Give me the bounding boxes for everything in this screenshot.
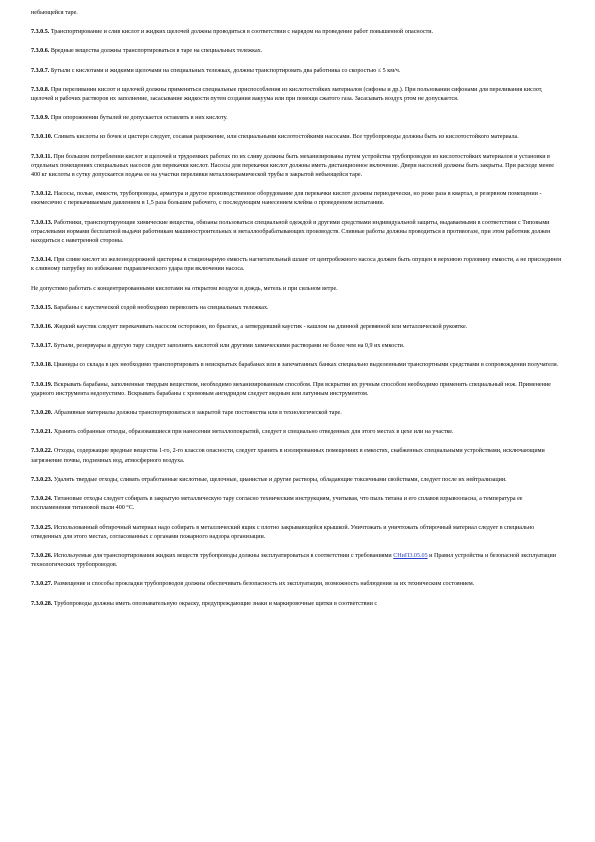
paragraph (31, 114, 563, 123)
clause-text: Абразивные материалы должны транспортироваться в закрытой таре постоянства или в технологической таре. (53, 410, 342, 417)
document-body (31, 9, 563, 619)
paragraph (31, 219, 563, 247)
clause-text: Насосы, полые, емкости, трубопроводы, арматура и другое производственное оборудование для перекачки кислот должны периодически, но реже раза в квартал, в резервном помещении - ежемесячно с перекачиваемым давлением в 1,5 раза большим рабочего, с последующим нанесением клейма о проведенном испытании. (31, 191, 542, 207)
clause-text: Барабаны с каустической содой необходимо перевозить на специальных тележках. (53, 304, 269, 311)
clause-text: небьющейся таре. (31, 10, 78, 16)
paragraph (31, 304, 563, 313)
clause-number: 7.3.0.8. (31, 86, 50, 93)
clause-text: Вскрывать барабаны, заполненные твердым веществом, необходимо механизированным способом. При вскрытии их ручным способом необходимо применять специальный нож. Применение ударного инструмента недопустимо. Вскрывать барабаны с хромовым ангидридом следует медным или латунным инструментом. (31, 381, 551, 397)
clause-number: 7.3.0.26. (31, 552, 53, 559)
paragraph (31, 323, 563, 332)
clause-text: Жидкий каустик следует перекачивать насосом осторожно, во брызгах, а затвердевший каустик - кашлом на длинной деревянной или металлической рукоятке. (53, 324, 468, 331)
paragraph (31, 153, 563, 181)
paragraph (31, 256, 563, 274)
clause-text: При сливе кислот из железнодорожной цистерны в стационарную емкость нагнетательный шланг от центробежного насоса должен быть опущен в верхнюю горловину емкости, а не присоединен к сливному патрубку во избежание гидравлического удара при включении насоса. (31, 257, 562, 273)
clause-text-continued: и Правил устройства и безопасной эксплуатации технологических трубопроводов. (31, 552, 556, 569)
paragraph (31, 86, 563, 104)
paragraph (31, 600, 563, 609)
clause-text: При большом потреблении кислот и щелочей и трудоемких работах по их сливу должны быть механизированы путем устройства трубопроводов из кислотостойких материалов и установки в отдельных помещениях специальных насосов для перекачки кислот. Насосы для перекачки кислот должны иметь дистанционное включение. Двери насосной должны быть закрыты. При расходе менее 400 кг кислоты в сутку допускается подача ее на участки переливки металлокерамической трубы в закрытой небьющейся таре. (31, 153, 555, 179)
clause-number: 7.3.0.12. (31, 191, 53, 198)
paragraph (31, 190, 563, 208)
clause-text: Используемые для транспортирования жидких веществ трубопроводы должны эксплуатироваться в соответствии с требованиями (53, 552, 392, 559)
clause-number: 7.3.0.15. (31, 304, 53, 311)
clause-number: 7.3.0.27. (31, 581, 53, 588)
clause-number: 7.3.0.11. (31, 153, 52, 160)
clause-text: Бутыли с кислотами и жидкими щелочами на специальных тележках, должны транспортировать два работника со скоростью ≤ 5 км/ч. (50, 67, 401, 74)
clause-text: При переливании кислот и щелочей должны применяться специальные приспособления из кислотостойких материалов (сифоны и др.). При пользовании сифонами для переливания кислот, щелочей и рабочих растворов их заполнение, засасывание жидкости путем создания вакуума или при помощи сжатого газа. Засасывать воздух ртом не допускается. (31, 86, 543, 103)
clause-number: 7.3.0.24. (31, 496, 53, 503)
clause-text: Отходы, содержащие вредные вещества 1-го, 2-го классов опасности, следует хранить в изолированных помещениях в емкостях, снабженных специальными устройствами, исключающими загрязнение почвы, подземных вод, атмосферного воздуха. (31, 448, 545, 464)
snip-reference-link[interactable]: СНиП3.05.05 (393, 552, 428, 559)
paragraph (31, 476, 563, 485)
clause-text: Удалять твердые отходы, сливать отработанные кислотные, щелочные, цианистые и другие растворы, обладающие токсичными свойствами, следует после их нейтрализации. (53, 476, 507, 483)
clause-text: Размещение и способы прокладки трубопроводов должны обеспечивать безопасность их эксплуатации, возможность наблюдения за их техническим состоянием. (53, 581, 475, 588)
clause-number: 7.3.0.18. (31, 362, 53, 369)
clause-text: Трубопроводы должны иметь опознавательную окраску, предупреждающие знаки и маркировочные щитки в соответствии с (53, 600, 378, 607)
paragraph (31, 9, 563, 18)
clause-number: 7.3.0.23. (31, 476, 53, 483)
clause-text: Титановые отходы следует собирать в закрытую металлическую тару согласно техническим инструкциям, учитывая, что пыль титана и его сплавов взрывоопасна, а температура ее воспламенения титановой пыли 400 °С. (31, 496, 523, 512)
clause-text: Бутыли, резервуары и другую тару следует заполнять кислотой или другими химическими растворами не более чем на 0,9 их емкости. (53, 343, 405, 350)
clause-text: Не допустимо работать с концентрированными кислотами на открытом воздухе в дождь, метель и при сильном ветре. (31, 285, 338, 292)
clause-number: 7.3.0.25. (31, 524, 53, 531)
paragraph (31, 133, 563, 142)
clause-number: 7.3.0.16. (31, 324, 53, 331)
paragraph (31, 67, 563, 76)
paragraph (31, 580, 563, 589)
clause-number: 7.3.0.5. (31, 29, 50, 36)
clause-number: 7.3.0.14. (31, 257, 53, 264)
clause-number: 7.3.0.13. (31, 219, 53, 226)
clause-number: 7.3.0.6. (31, 48, 50, 55)
clause-number: 7.3.0.21. (31, 429, 53, 436)
paragraph (31, 428, 563, 437)
paragraph (31, 381, 563, 399)
clause-text: При опорожнении бутылей не допускается оставлять в них кислоту. (50, 115, 228, 122)
paragraph (31, 285, 563, 294)
clause-number: 7.3.0.20. (31, 410, 53, 417)
paragraph (31, 409, 563, 418)
clause-number: 7.3.0.22. (31, 448, 53, 455)
paragraph (31, 361, 563, 370)
clause-number: 7.3.0.17. (31, 343, 53, 350)
clause-number: 7.3.0.7. (31, 67, 50, 74)
paragraph (31, 342, 563, 351)
clause-text: Вредные вещества должны транспортироваться в таре на специальных тележках. (50, 48, 263, 55)
clause-text: Работники, транспортирующие химические вещества, обязаны пользоваться специальной одеждой и другими средствами индивидуальной защиты, выдаваемыми в соответствии с Типовыми отраслевыми нормами бесплатной выдачи работникам машиностроительных и металлообрабатывающих производств. Сливные работы должны проводиться в противогазе, при этом работник должен находиться с наветренной стороны. (31, 219, 551, 245)
paragraph (31, 552, 563, 570)
clause-number: 7.3.0.28. (31, 600, 53, 607)
clause-text: Использованный обтирочный материал надо собирать в металлический ящик с плотно закрывающейся крышкой. Уничтожать и уничтожать обтирочный материал следует в специально отведенных для этого местах, согласованных с органами пожарного надзора организации. (31, 524, 535, 540)
clause-text: Цианиды со склада в цех необходимо транспортировать в неискрытых барабанах или в запечатанных банках специально выделенными транспортными средствами в сопровождении получателя. (53, 362, 559, 369)
clause-number: 7.3.0.10. (31, 134, 53, 141)
paragraph (31, 447, 563, 465)
paragraph (31, 28, 563, 37)
clause-text: Хранить собранные отходы, образовавшиеся при нанесении металлопокрытий, следует в специально отведенных для этого местах в цехе или на участке. (53, 429, 454, 436)
paragraph (31, 495, 563, 513)
clause-text: Сливать кислоты из бочек и цистерн следует, сосавая разрежение, или специальными кислотостойкими насосами. Все трубопроводы должны быть из кислотостойкого материала. (53, 134, 519, 141)
clause-number: 7.3.0.19. (31, 381, 53, 388)
clause-text: Транспортирование и слив кислот и жидких щелочей должны проводиться в соответствии с нарядом на проведение работ повышенной опасности. (50, 29, 434, 36)
paragraph (31, 47, 563, 56)
clause-number: 7.3.0.9. (31, 115, 50, 122)
paragraph (31, 524, 563, 542)
